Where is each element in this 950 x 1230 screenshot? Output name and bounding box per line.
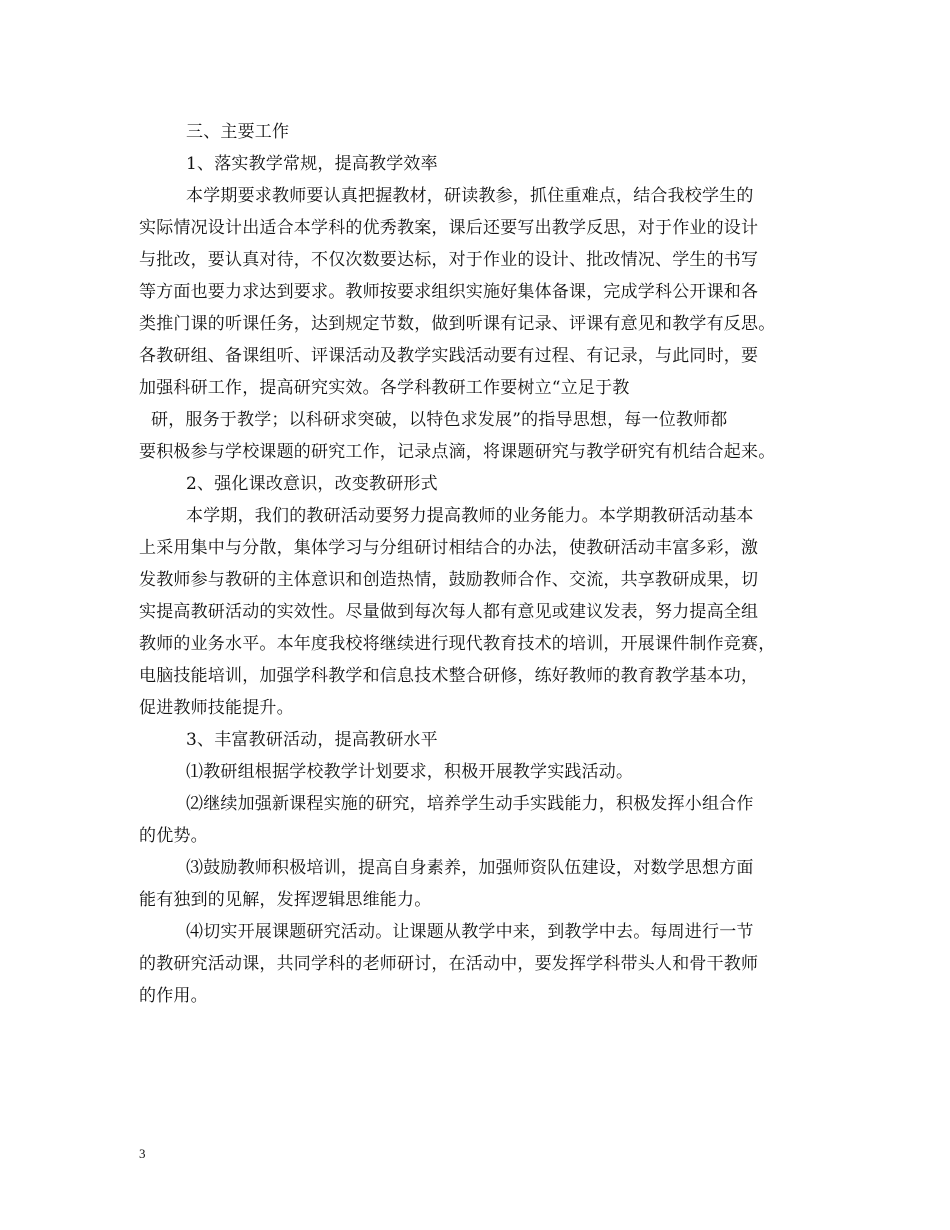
list-item: ⑵继续加强新课程实施的研究，培养学生动手实践能力，积极发挥小组合作 [186,794,754,814]
paragraph-line: 本学期，我们的教研活动要努力提高教师的业务能力。本学期教研活动基本 [186,506,754,526]
paragraph-line: 实际情况设计出适合本学科的优秀教案，课后还要写出教学反思，对于作业的设计 [139,218,759,238]
subsection-heading: 2、强化课改意识，改变教研形式 [186,474,438,494]
list-item: ⑶鼓励教师积极培训，提高自身素养，加强师资队伍建设，对数学思想方面 [186,858,754,878]
paragraph-line: 等方面也要力求达到要求。教师按要求组织实施好集体备课，完成学科公开课和各 [139,282,759,302]
page-number: 3 [139,1146,146,1161]
list-item: ⑴教研组根据学校教学计划要求，积极开展教学实践活动。 [186,762,634,782]
paragraph-line: 各教研组、备课组听、评课活动及教学实践活动要有过程、有记录，与此同时，要 [139,346,759,366]
paragraph-line: 教师的业务水平。本年度我校将继续进行现代教育技术的培训，开展课件制作竞赛， [139,634,776,654]
section-heading: 三、主要工作 [186,122,290,142]
list-item-continuation: 能有独到的见解，发挥逻辑思维能力。 [139,890,432,910]
paragraph-line: 要积极参与学校课题的研究工作，记录点滴，将课题研究与教学研究有机结合起来。 [139,442,776,462]
paragraph-line: 促进教师技能提升。 [139,698,294,718]
paragraph-line: 实提高教研活动的实效性。尽量做到每次每人都有意见或建议发表，努力提高全组 [139,602,759,622]
paragraph-line: 加强科研工作，提高研究实效。各学科教研工作要树立“立足于教 [139,378,630,398]
paragraph-line: 本学期要求教师要认真把握教材，研读教参，抓住重难点，结合我校学生的 [186,186,754,206]
paragraph-line: 电脑技能培训，加强学科教学和信息技术整合研修，练好教师的教育教学基本功， [139,666,759,686]
paragraph-line: 上采用集中与分散，集体学习与分组研讨相结合的办法，使教研活动丰富多彩，激 [139,538,759,558]
document-body [139,116,829,1012]
list-item: ⑷切实开展课题研究活动。让课题从教学中来，到教学中去。每周进行一节 [186,922,754,942]
subsection-heading: 1、落实教学常规，提高教学效率 [186,154,438,174]
list-item-continuation: 的优势。 [139,826,208,846]
paragraph-line: 发教师参与教研的主体意识和创造热情，鼓励教师合作、交流，共享教研成果，切 [139,570,759,590]
paragraph-line: 类推门课的听课任务，达到规定节数，做到听课有记录、评课有意见和教学有反思。 [139,314,776,334]
paragraph-line: 研，服务于教学；以科研求突破，以特色求发展”的指导思想，每一位教师都 [151,410,728,430]
subsection-heading: 3、丰富教研活动，提高教研水平 [186,730,438,750]
paragraph-line: 与批改，要认真对待，不仅次数要达标，对于作业的设计、批改情况、学生的书写 [139,250,759,270]
list-item-continuation: 的教研究活动课，共同学科的老师研讨，在活动中，要发挥学科带头人和骨干教师 [139,954,759,974]
list-item-continuation: 的作用。 [139,986,208,1006]
